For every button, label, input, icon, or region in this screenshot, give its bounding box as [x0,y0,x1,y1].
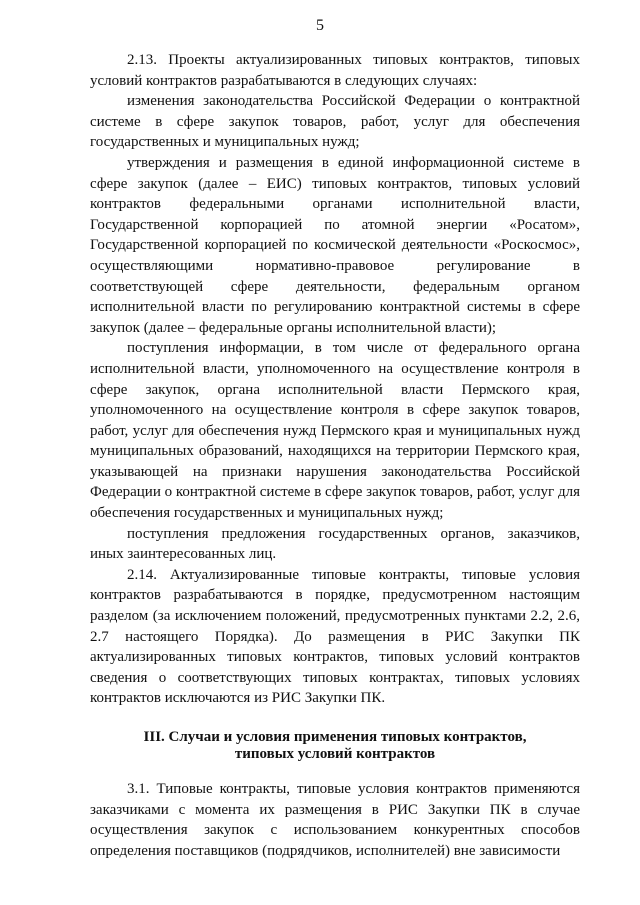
paragraph-2-14: 2.14. Актуализированные типовые контракты, типовые условия контрактов разрабатываются в порядке, предусмотренном настоящим разделом (за исключением положений, предусмотренных пунктами 2.2, 2.6, 2.7 настоящего Порядка). До размещения в РИС Закупки ПК актуализированных типовых контрактов, типовых условий контрактов сведения о соответствующих типовых контрактах, типовых условиях контрактов исключаются из РИС Закупки ПК. [90,566,580,707]
paragraph-legislation-change: изменения законодательства Российской Федерации о контрактной системе в сфере закупок товаров, работ, услуг для обеспечения государственных и муниципальных нужд; [90,93,580,151]
paragraph-2-13-intro: 2.13. Проекты актуализированных типовых контрактов, типовых условий контрактов разрабатываются в следующих случаях: [90,52,580,89]
section-heading-line-1: III. Случаи и условия применения типовых контрактов, [143,729,527,745]
paragraph-3-1: 3.1. Типовые контракты, типовые условия контрактов применяются заказчиками с момента их размещения в РИС Закупки ПК в случае осуществления закупок с использованием конкурентных способов определения поставщиков (подрядчиков, исполнителей) вне зависимости [90,781,580,859]
paragraph-proposals: поступления предложения государственных органов, заказчиков, иных заинтересованных лиц. [90,525,580,563]
section-heading-line-2: типовых условий контрактов [234,746,436,762]
paragraph-control-info: поступления информации, в том числе от федерального органа исполнительной власти, уполномоченного на осуществление контроля в сфере закупок, органа исполнительной власти Пермского края, уполномоченного на осуществление контроля в сфере закупок товаров, работ, услуг для обеспечения нужд Пермского края и муниципальных нужд муниципальных образований, находящихся на территории Пермского края, указывающей на признаки нарушения законодательства Российской Федерации о контрактной системе в сфере закупок товаров, работ, услуг для обеспечения государственных и муниципальных нужд; [90,340,580,522]
page-number: 5 [316,17,324,34]
document-body [90,50,580,861]
paragraph-eis-approval: утверждения и размещения в единой информационной системе в сфере закупок (далее – ЕИС) типовых контрактов, типовых условий контрактов федеральными органами исполнительной власти, Государственной корпорацией по атомной энергии «Росатом», Государственной корпорацией по космической деятельности «Роскосмос», осуществляющими нормативно-правовое регулирование в соответствующей сфере деятельности, федеральным органом исполнительной власти по регулированию контрактной системы в сфере закупок (далее – федеральные органы исполнительной власти); [90,154,580,336]
section-heading [90,729,580,763]
